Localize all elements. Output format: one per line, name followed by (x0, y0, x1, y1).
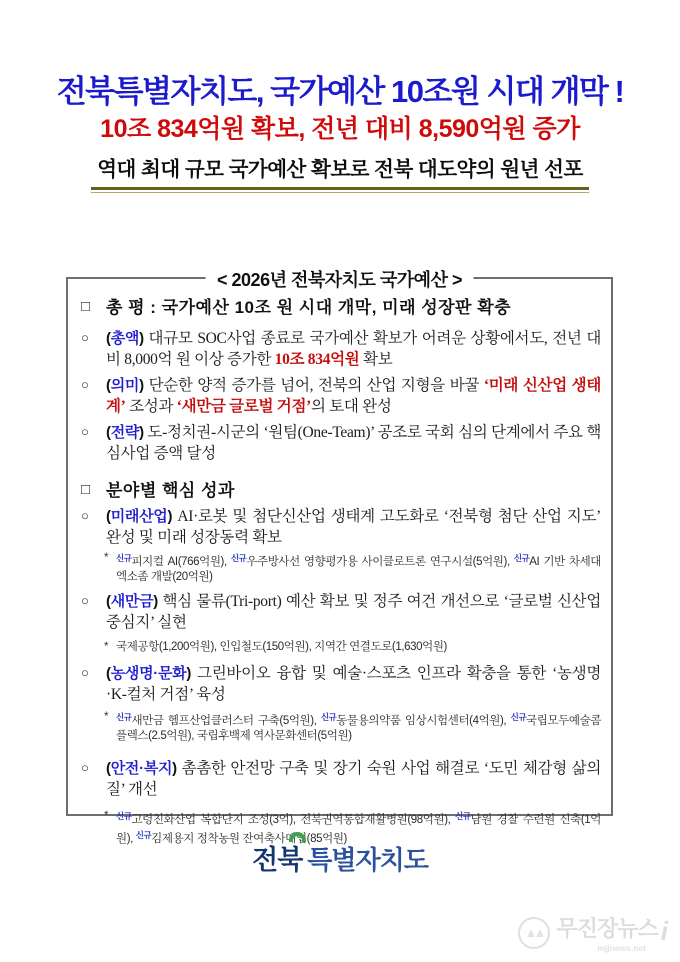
budget-summary-box (66, 270, 613, 845)
circle-bullet: ○ (81, 330, 89, 345)
performance-heading (80, 480, 601, 501)
headline-tagline-wrap (0, 152, 680, 190)
footnote-agri-culture (80, 710, 601, 744)
red-emphasis: ‘미래 신산업 생태계’ (106, 377, 601, 415)
text-segment: 대규모 SOC사업 종료로 국가예산 확보가 어려운 상황에서도, 전년 대비 8,000억 원 이상 증가한 (106, 330, 601, 368)
paren-close: ) (167, 508, 173, 525)
bullet-text-meaning (106, 375, 601, 417)
paren-close: ) (153, 593, 158, 610)
text-segment: 단순한 양적 증가를 넘어, 전북의 산업 지형을 바꿀 (143, 377, 484, 394)
bullet-item-meaning (80, 375, 601, 417)
paren-open: ( (106, 593, 111, 610)
paren-open: ( (106, 330, 111, 347)
footnote-future-industry (80, 551, 601, 585)
text-segment: AI·로봇 및 첨단신산업 생태계 고도화로 ‘전북형 첨단 산업 지도’ 완성 및 미래 성장동력 확보 (106, 508, 601, 546)
mountain-icon: ▲▲ (524, 925, 543, 940)
overview-heading (80, 297, 601, 318)
footnote-saemangeum (80, 640, 601, 655)
circle-bullet: ○ (81, 665, 89, 680)
footnote-marker: * (104, 810, 109, 822)
paren-close: ) (139, 330, 144, 347)
paren-open: ( (106, 424, 111, 441)
bullet-item-future-industry (80, 506, 601, 548)
text-segment: 핵심 물류(Tri-port) 예산 확보 및 정주 여건 개선으로 ‘글로벌 신산업 중심지’ 실현 (106, 593, 601, 631)
square-bullet: □ (81, 481, 91, 498)
keyword-saemangeum: 새만금 (110, 593, 154, 610)
text-segment: 확보 (359, 351, 393, 368)
watermark-top-row (556, 912, 669, 946)
keyword-agri-culture: 농생명·문화 (110, 665, 187, 682)
keyword-future-industry: 미래산업 (110, 508, 168, 525)
text-segment: 촘촘한 안전망 구축 및 장기 숙원 사업 해결로 ‘도민 체감형 삶의 질’ 개선 (106, 760, 601, 798)
overview-heading-text: 총 평 : 국가예산 10조 원 시대 개막, 미래 성장판 확충 (106, 298, 512, 317)
headline-block (0, 74, 680, 190)
bullet-item-saemangeum (80, 591, 601, 633)
keyword-total: 총액 (110, 330, 140, 347)
bullet-text-strategy (106, 422, 601, 464)
footnote-segment: 피지컬 AI(766억원), (131, 556, 231, 568)
footnote-segment: 고령친화산업 복합단지 조성(3억), 전북권역통합재활병원(98억원), (131, 814, 456, 826)
paren-close: ) (186, 665, 192, 682)
paren-open: ( (106, 760, 111, 777)
footnote-segment: AI 기반 차세대 엑소좀 개발(20억원) (116, 556, 602, 583)
bullet-text-safety-welfare (106, 758, 601, 800)
circle-bullet: ○ (81, 508, 89, 523)
text-segment: 의 토대 완성 (310, 398, 392, 415)
watermark-i-mark: i (660, 915, 668, 946)
footnote-segment: 남원 경찰 수련원 신축(1억원), (116, 814, 601, 845)
footnote-marker: * (104, 552, 109, 564)
keyword-safety-welfare: 안전·복지 (110, 760, 173, 777)
footnote-text (116, 551, 601, 585)
new-tag: 신규 (513, 553, 530, 563)
new-tag: 신규 (320, 712, 337, 722)
footnote-segment: 새만금 헴프산업클러스터 구축(5억원), (131, 715, 321, 727)
red-emphasis: 10조 834억원 (274, 351, 360, 368)
headline-subtitle: 10조 834억원 확보, 전년 대비 8,590억원 증가 (100, 114, 580, 143)
logo-text-province: 특별자치도 (307, 845, 428, 875)
footnote-segment: 동물용의약품 임상시험센터(4억원), (336, 715, 511, 727)
circle-bullet: ○ (81, 760, 89, 775)
performance-heading-text: 분야별 핵심 성과 (106, 481, 235, 500)
bullet-text-agri-culture (106, 663, 601, 705)
paren-close: ) (172, 760, 177, 777)
watermark-name: 무진장뉴스 (556, 916, 658, 941)
province-logo-inner (252, 838, 428, 877)
footnote-segment: 우주방사선 영향평가용 사이클로트론 연구시설(5억원), (246, 556, 514, 568)
footnote-text (116, 640, 601, 655)
bullet-text-future-industry (106, 506, 601, 548)
watermark-logo-icon (518, 917, 550, 949)
new-tag: 신규 (116, 712, 132, 722)
footnote-segment: 국립모두예술콤플렉스(2.5억원), 국립후백제 역사문화센터(5억원) (116, 715, 602, 742)
bullet-item-strategy (80, 422, 601, 464)
new-tag: 신규 (116, 811, 132, 821)
new-tag: 신규 (230, 553, 247, 563)
circle-bullet: ○ (81, 593, 89, 608)
new-tag: 신규 (135, 830, 152, 840)
bullet-item-agri-culture (80, 663, 601, 705)
new-tag: 신규 (510, 712, 527, 722)
paren-open: ( (106, 508, 111, 525)
watermark-domain: mjjnews.net (597, 943, 646, 953)
paren-close: ) (139, 377, 144, 394)
red-emphasis: ‘새만금 글로벌 거점’ (176, 398, 311, 415)
bullet-text-saemangeum (106, 591, 601, 633)
keyword-strategy: 전략 (110, 424, 140, 441)
footnote-segment: 국제공항(1,200억원), 인입철도(150억원), 지역간 연결도로(1,630억원) (116, 641, 447, 653)
footnote-text (116, 710, 601, 744)
bullet-text-total (106, 328, 601, 370)
bullet-item-total (80, 328, 601, 370)
circle-bullet: ○ (81, 424, 89, 439)
text-segment: 그린바이오 융합 및 예술·스포츠 인프라 확충을 통한 ‘농생명·K-컬처 거점’ 육성 (106, 665, 601, 703)
watermark-text-block (557, 912, 669, 953)
headline-title: 전북특별자치도, 국가예산 10조원 시대 개막 ! (56, 74, 624, 109)
paren-close: ) (139, 424, 144, 441)
footnote-marker: * (104, 641, 109, 653)
text-segment: 도-정치권-시군의 ‘원팀(One-Team)’ 공조로 국회 심의 단계에서 주요 핵심사업 증액 달성 (106, 424, 601, 462)
budget-box-title: < 2026년 전북자치도 국가예산 > (205, 266, 474, 292)
circle-bullet: ○ (81, 377, 89, 392)
news-watermark (518, 912, 669, 953)
bullet-item-safety-welfare (80, 758, 601, 800)
new-tag: 신규 (455, 811, 471, 821)
headline-tagline: 역대 최대 규모 국가예산 확보로 전북 대도약의 원년 선포 (91, 152, 589, 190)
keyword-meaning: 의미 (110, 377, 140, 394)
province-logo (0, 838, 680, 877)
new-tag: 신규 (116, 553, 132, 563)
footnote-marker: * (104, 711, 109, 723)
footnote-segment: 김제용지 정착농원 잔여축사매입(85억원) (151, 833, 347, 845)
square-bullet: □ (81, 298, 91, 315)
paren-open: ( (106, 665, 111, 682)
paren-open: ( (106, 377, 111, 394)
logo-text-jeonbuk: 전북 (252, 845, 303, 875)
text-segment: 조성과 (125, 398, 177, 415)
